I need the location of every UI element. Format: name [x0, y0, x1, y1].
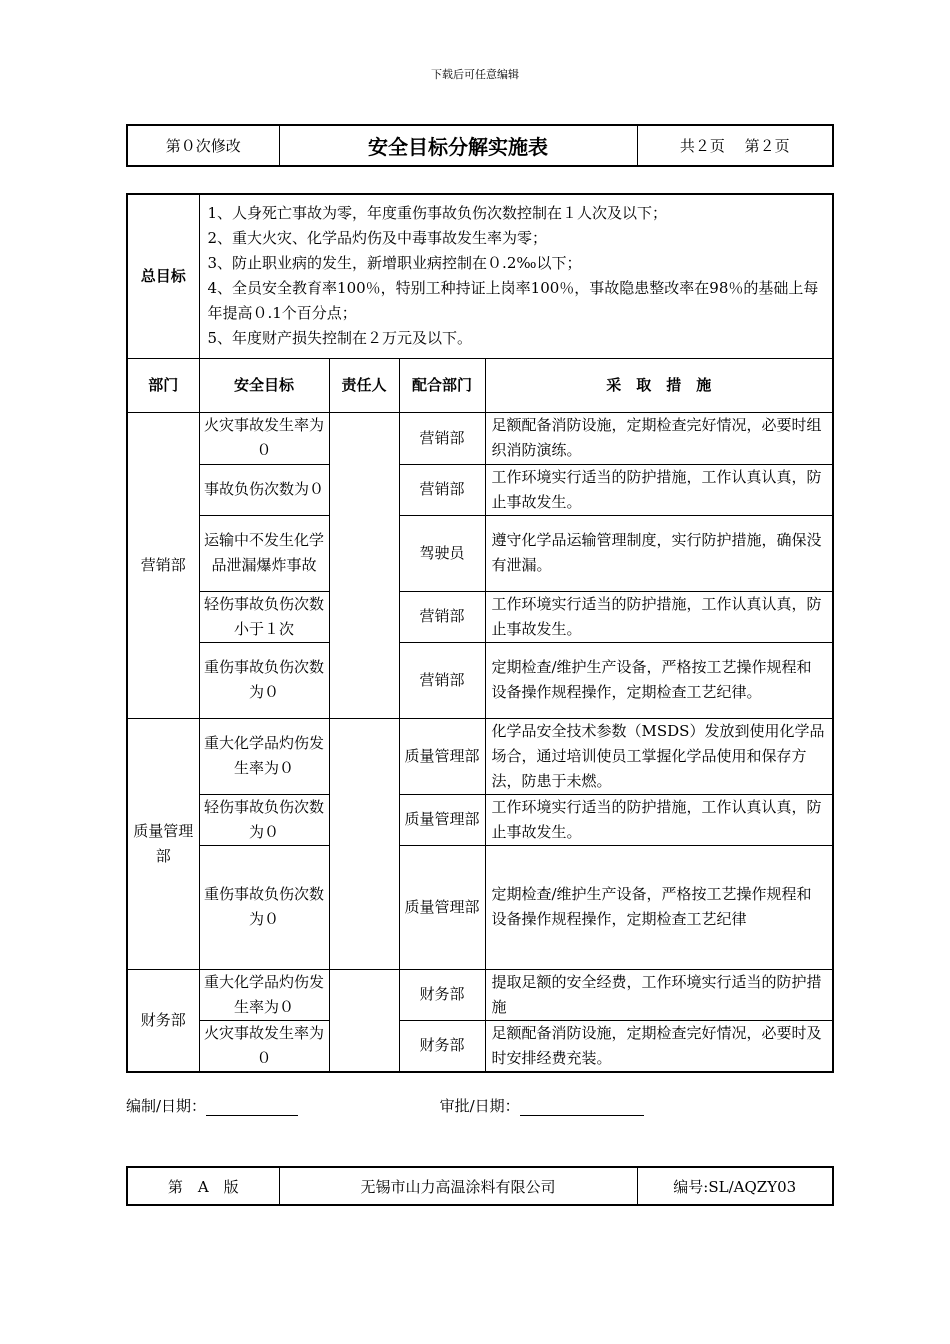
- measure-cell: 工作环境实行适当的防护措施，工作认真认真，防止事故发生。: [485, 464, 833, 515]
- top-note: 下载后可任意编辑: [431, 68, 519, 81]
- col-header-owner: 责任人: [329, 358, 399, 412]
- goal-item: 1、人身死亡事故为零，年度重伤事故负伤次数控制在１人次及以下；: [207, 204, 668, 223]
- measure-cell: 定期检查/维护生产设备，严格按工艺操作规程和设备操作规程操作，定期检查工艺纪律: [485, 845, 833, 969]
- company-name: 无锡市山力高温涂料有限公司: [279, 1167, 637, 1205]
- target-cell: 事故负伤次数为０: [199, 464, 329, 515]
- overall-goal-list: [199, 194, 833, 358]
- measure-cell: 工作环境实行适当的防护措施，工作认真认真，防止事故发生。: [485, 591, 833, 642]
- measure-cell: 化学品安全技术参数（MSDS）发放到使用化学品场合，通过培训使员工掌握化学品使用和保存方法，防患于未燃。: [485, 718, 833, 794]
- goal-item: 2、重大火灾、化学品灼伤及中毒事故发生率为零；: [207, 229, 548, 248]
- header-table: [126, 124, 834, 167]
- overall-goal-row: [127, 194, 833, 358]
- signature-row: [126, 1095, 644, 1116]
- table-row: [127, 1020, 833, 1072]
- target-cell: 轻伤事故负伤次数为０: [199, 794, 329, 845]
- coop-cell: 财务部: [399, 1020, 485, 1072]
- measure-cell: 提取足额的安全经费，工作环境实行适当的防护措施: [485, 969, 833, 1020]
- goal-item: 4、全员安全教育率100％，特别工种持证上岗率100％，事故隐患整改率在98％的基础上每年提高０.1个百分点；: [207, 279, 819, 323]
- document-code: 编号:SL/AQZY03: [637, 1167, 833, 1205]
- coop-cell: 营销部: [399, 642, 485, 718]
- coop-cell: 营销部: [399, 464, 485, 515]
- table-row: [127, 969, 833, 1020]
- coop-cell: 财务部: [399, 969, 485, 1020]
- goal-item: 5、年度财产损失控制在２万元及以下。: [207, 329, 473, 348]
- table-row: [127, 464, 833, 515]
- target-cell: 重大化学品灼伤发生率为０: [199, 718, 329, 794]
- revision-label: 第０次修改: [127, 125, 279, 166]
- table-row: [127, 515, 833, 591]
- footer-table: [126, 1166, 834, 1206]
- owner-cell: [329, 718, 399, 969]
- table-row: [127, 412, 833, 464]
- coop-cell: 驾驶员: [399, 515, 485, 591]
- target-cell: 轻伤事故负伤次数小于１次: [199, 591, 329, 642]
- target-cell: 重大化学品灼伤发生率为０: [199, 969, 329, 1020]
- target-cell: 重伤事故负伤次数为０: [199, 845, 329, 969]
- dept-cell: 质量管理部: [127, 718, 199, 969]
- col-header-target: 安全目标: [199, 358, 329, 412]
- target-cell: 火灾事故发生率为０: [199, 412, 329, 464]
- measure-cell: 工作环境实行适当的防护措施，工作认真认真，防止事故发生。: [485, 794, 833, 845]
- prepared-by-label: 编制/日期：: [126, 1097, 207, 1115]
- approved-by-line: [520, 1099, 644, 1116]
- owner-cell: [329, 969, 399, 1072]
- edition-label: 第 A 版: [127, 1167, 279, 1205]
- table-row: [127, 642, 833, 718]
- table-row: [127, 718, 833, 794]
- overall-goal-label: 总目标: [127, 194, 199, 358]
- col-header-measures: 采 取 措 施: [485, 358, 833, 412]
- table-row: [127, 591, 833, 642]
- measure-cell: 足额配备消防设施，定期检查完好情况，必要时及时安排经费充装。: [485, 1020, 833, 1072]
- target-table: [126, 193, 834, 1073]
- approved-by-label: 审批/日期：: [439, 1097, 520, 1115]
- measure-cell: 遵守化学品运输管理制度，实行防护措施，确保没有泄漏。: [485, 515, 833, 591]
- coop-cell: 质量管理部: [399, 718, 485, 794]
- page-title: 安全目标分解实施表: [279, 125, 637, 166]
- col-header-coop: 配合部门: [399, 358, 485, 412]
- target-cell: 运输中不发生化学品泄漏爆炸事故: [199, 515, 329, 591]
- coop-cell: 营销部: [399, 591, 485, 642]
- col-header-dept: 部门: [127, 358, 199, 412]
- goal-item: 3、防止职业病的发生，新增职业病控制在０.2‰以下；: [207, 254, 582, 273]
- coop-cell: 营销部: [399, 412, 485, 464]
- table-row: [127, 845, 833, 969]
- prepared-by-line: [206, 1099, 298, 1116]
- dept-cell: 财务部: [127, 969, 199, 1072]
- measure-cell: 定期检查/维护生产设备，严格按工艺操作规程和设备操作规程操作，定期检查工艺纪律。: [485, 642, 833, 718]
- target-cell: 重伤事故负伤次数为０: [199, 642, 329, 718]
- measure-cell: 足额配备消防设施，定期检查完好情况，必要时组织消防演练。: [485, 412, 833, 464]
- page-count: 共２页 第２页: [637, 125, 833, 166]
- owner-cell: [329, 412, 399, 718]
- column-header-row: [127, 358, 833, 412]
- coop-cell: 质量管理部: [399, 845, 485, 969]
- dept-cell: 营销部: [127, 412, 199, 718]
- coop-cell: 质量管理部: [399, 794, 485, 845]
- target-cell: 火灾事故发生率为０: [199, 1020, 329, 1072]
- table-row: [127, 794, 833, 845]
